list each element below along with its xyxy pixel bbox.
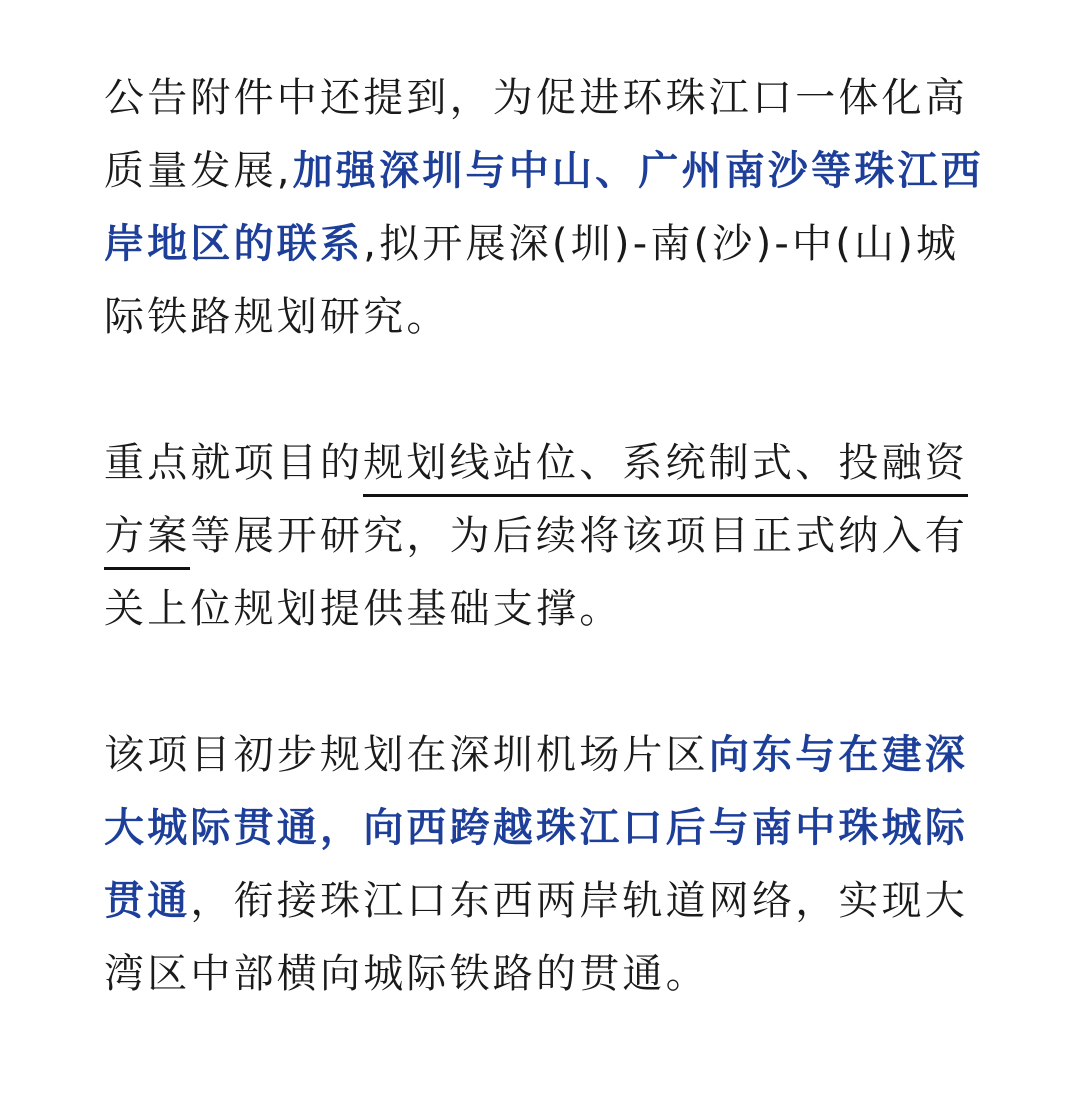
article-body bbox=[104, 62, 984, 1011]
paragraph-1 bbox=[104, 62, 984, 354]
paragraph-2-text-a: 重点就项目的 bbox=[104, 440, 364, 486]
paragraph-3-text-b: ，衔接珠江口东西两岸轨道网络，实现大湾区中部横向城际铁路的贯通。 bbox=[104, 878, 969, 997]
paragraph-1-highlight: 加强深圳与中山、广州南沙等珠江西岸地区的联系 bbox=[104, 148, 984, 267]
paragraph-1-text-b: ,拟开展深(圳)-南(沙)-中(山)城际铁路规划研究。 bbox=[104, 221, 960, 340]
paragraph-2 bbox=[104, 427, 984, 646]
paragraph-1-text-a: 公告附件中还提到，为促进环珠江口一体化高质量发展, bbox=[104, 75, 968, 194]
paragraph-2-text-b: 等展开研究，为后续将该项目正式纳入有关上位规划提供基础支撑。 bbox=[104, 513, 969, 632]
paragraph-3 bbox=[104, 719, 984, 1011]
paragraph-3-highlight: 向东与在建深大城际贯通，向西跨越珠江口后与南中珠城际贯通 bbox=[104, 732, 969, 924]
paragraph-3-text-a: 该项目初步规划在深圳机场片区 bbox=[104, 732, 709, 778]
paragraph-2-underlined: 规划线站位、系统制式、投融资方案 bbox=[104, 440, 968, 570]
